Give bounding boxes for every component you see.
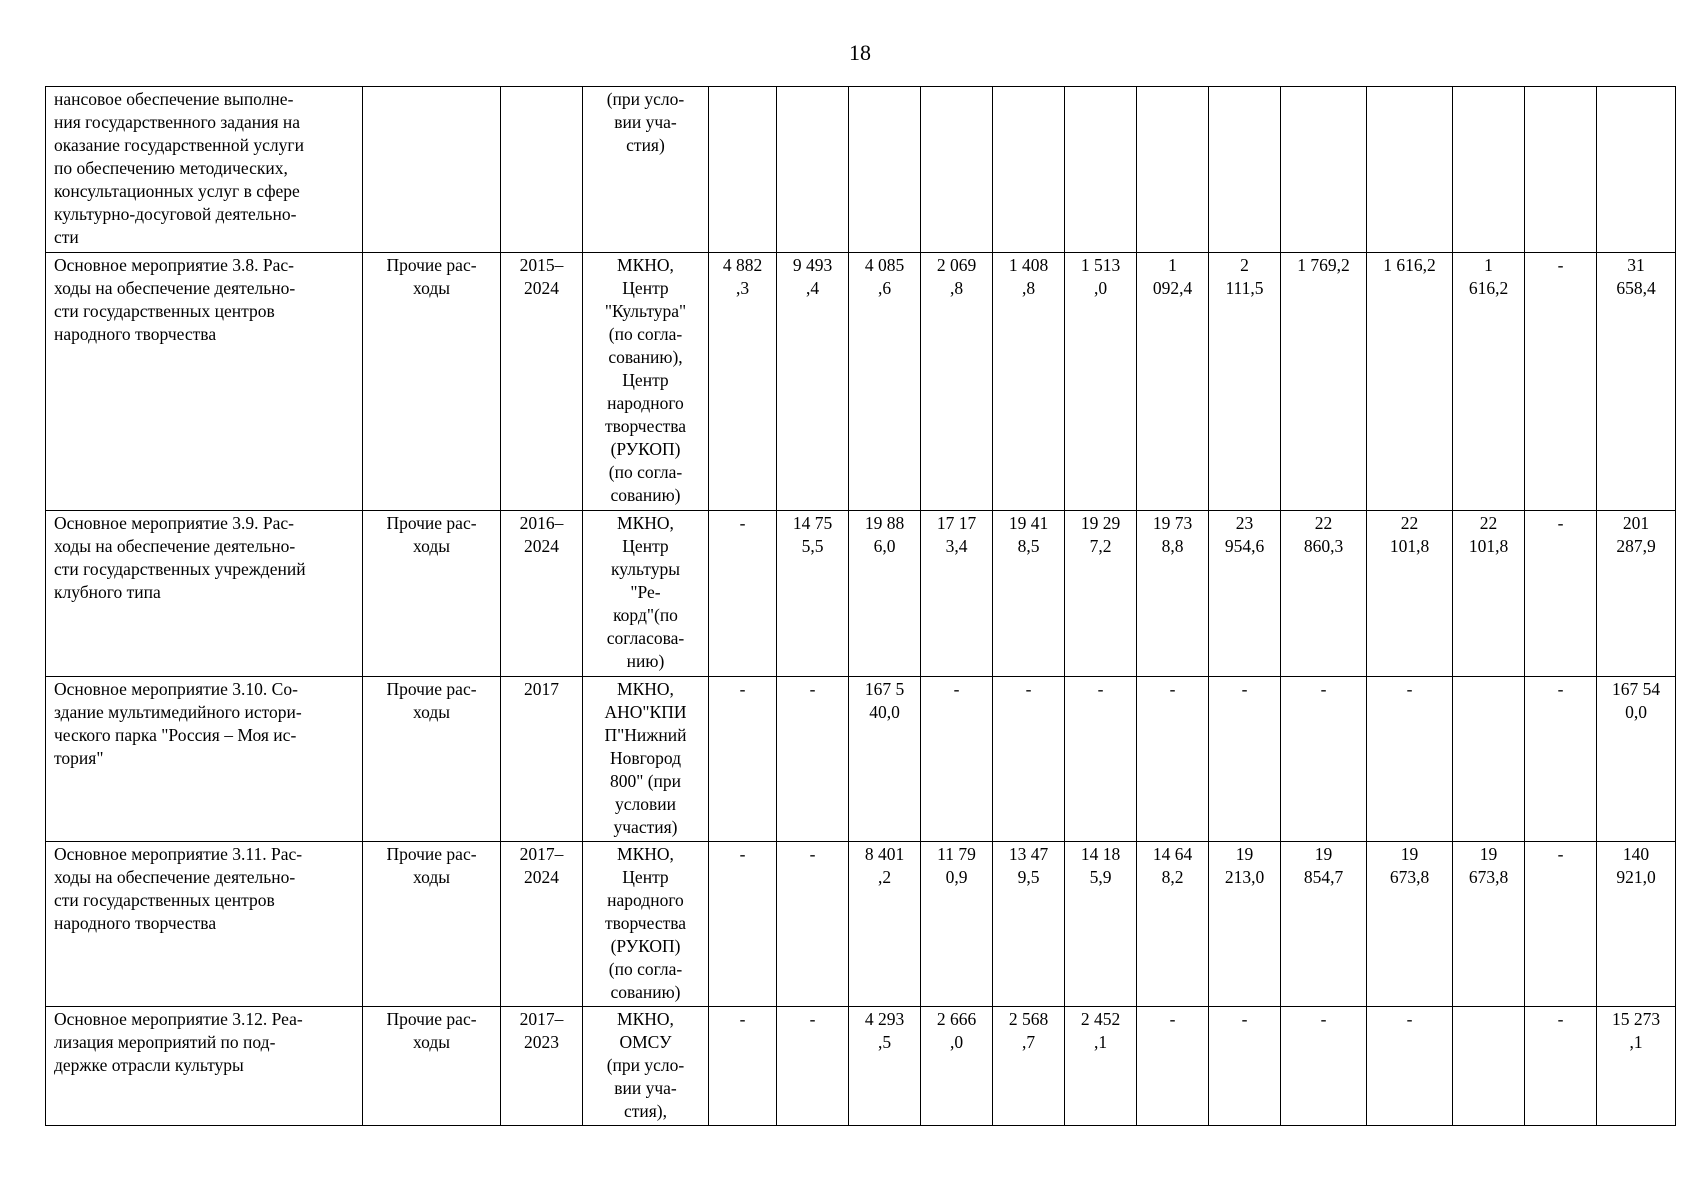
year-value-cell: 1 408 ,8 [993, 253, 1065, 511]
year-value-cell: - [1065, 677, 1137, 842]
year-value-cell: - [1525, 511, 1597, 677]
budget-table [45, 86, 1676, 1126]
year-value-cell: - [1367, 1007, 1453, 1126]
year-value-cell: - [777, 1007, 849, 1126]
year-value-cell: 19 213,0 [1209, 842, 1281, 1007]
period-cell: 2016– 2024 [501, 511, 583, 677]
activity-name-cell: Основное мероприятие 3.8. Рас- ходы на обеспечение деятельно- сти государственных центров народного творчества [46, 253, 363, 511]
year-value-cell: 2 452 ,1 [1065, 1007, 1137, 1126]
year-value-cell: - [777, 842, 849, 1007]
year-value-cell: 2 568 ,7 [993, 1007, 1065, 1126]
year-value-cell: - [993, 677, 1065, 842]
year-value-cell: - [1209, 677, 1281, 842]
year-value-cell: - [1281, 677, 1367, 842]
year-value-cell: 8 401 ,2 [849, 842, 921, 1007]
year-value-cell: - [709, 511, 777, 677]
activity-name-cell: нансовое обеспечение выполне- ния государственного задания на оказание государственной услуги по обеспечению методических, консультационных услуг в сфере культурно-досуговой деятельно- сти [46, 87, 363, 253]
year-value-cell [777, 87, 849, 253]
expense-type-cell: Прочие рас- ходы [363, 677, 501, 842]
year-value-cell: - [1525, 842, 1597, 1007]
table-row [46, 253, 1676, 511]
year-value-cell: 11 79 0,9 [921, 842, 993, 1007]
year-value-cell [1453, 87, 1525, 253]
year-value-cell: 1 616,2 [1367, 253, 1453, 511]
year-value-cell: - [777, 677, 849, 842]
expense-type-cell: Прочие рас- ходы [363, 253, 501, 511]
year-value-cell: - [709, 1007, 777, 1126]
activity-name-cell: Основное мероприятие 3.11. Рас- ходы на обеспечение деятельно- сти государственных центров народного творчества [46, 842, 363, 1007]
year-value-cell: - [709, 677, 777, 842]
year-value-cell [1525, 87, 1597, 253]
year-value-cell: 19 29 7,2 [1065, 511, 1137, 677]
year-value-cell: - [1525, 677, 1597, 842]
total-cell: 201 287,9 [1597, 511, 1676, 677]
year-value-cell [1209, 87, 1281, 253]
year-value-cell: 1 769,2 [1281, 253, 1367, 511]
table-row [46, 511, 1676, 677]
year-value-cell [1453, 1007, 1525, 1126]
year-value-cell: 19 41 8,5 [993, 511, 1065, 677]
executor-cell: (при усло- вии уча- стия) [583, 87, 709, 253]
year-value-cell: - [709, 842, 777, 1007]
year-value-cell: 4 293 ,5 [849, 1007, 921, 1126]
expense-type-cell: Прочие рас- ходы [363, 511, 501, 677]
executor-cell: МКНО, Центр "Культура" (по согла- сованию), Центр народного творчества (РУКОП) (по согла- сованию) [583, 253, 709, 511]
expense-type-cell [363, 87, 501, 253]
year-value-cell: - [1525, 1007, 1597, 1126]
year-value-cell: 4 882 ,3 [709, 253, 777, 511]
year-value-cell: 2 666 ,0 [921, 1007, 993, 1126]
total-cell: 140 921,0 [1597, 842, 1676, 1007]
period-cell [501, 87, 583, 253]
year-value-cell [921, 87, 993, 253]
year-value-cell: - [1367, 677, 1453, 842]
year-value-cell: - [1209, 1007, 1281, 1126]
year-value-cell [1065, 87, 1137, 253]
period-cell: 2017 [501, 677, 583, 842]
year-value-cell: 9 493 ,4 [777, 253, 849, 511]
table-row [46, 842, 1676, 1007]
year-value-cell: 22 860,3 [1281, 511, 1367, 677]
year-value-cell: 14 64 8,2 [1137, 842, 1209, 1007]
activity-name-cell: Основное мероприятие 3.12. Реа- лизация мероприятий по под- держке отрасли культуры [46, 1007, 363, 1126]
year-value-cell: 22 101,8 [1453, 511, 1525, 677]
executor-cell: МКНО, Центр культуры "Ре- корд"(по согласова- нию) [583, 511, 709, 677]
year-value-cell: 23 954,6 [1209, 511, 1281, 677]
table-row [46, 1007, 1676, 1126]
year-value-cell [709, 87, 777, 253]
table-row [46, 677, 1676, 842]
year-value-cell: 14 18 5,9 [1065, 842, 1137, 1007]
total-cell: 15 273 ,1 [1597, 1007, 1676, 1126]
year-value-cell [1281, 87, 1367, 253]
year-value-cell [849, 87, 921, 253]
year-value-cell: 1 616,2 [1453, 253, 1525, 511]
year-value-cell: 13 47 9,5 [993, 842, 1065, 1007]
period-cell: 2015– 2024 [501, 253, 583, 511]
year-value-cell: 19 673,8 [1367, 842, 1453, 1007]
expense-type-cell: Прочие рас- ходы [363, 1007, 501, 1126]
year-value-cell: 19 854,7 [1281, 842, 1367, 1007]
year-value-cell: 19 88 6,0 [849, 511, 921, 677]
year-value-cell: - [1281, 1007, 1367, 1126]
total-cell [1597, 87, 1676, 253]
activity-name-cell: Основное мероприятие 3.10. Со- здание мультимедийного истори- ческого парка "Россия – Моя ис- тория" [46, 677, 363, 842]
year-value-cell: 2 111,5 [1209, 253, 1281, 511]
year-value-cell: 19 673,8 [1453, 842, 1525, 1007]
page-number: 18 [849, 40, 871, 65]
executor-cell: МКНО, ОМСУ (при усло- вии уча- стия), [583, 1007, 709, 1126]
year-value-cell: 17 17 3,4 [921, 511, 993, 677]
period-cell: 2017– 2023 [501, 1007, 583, 1126]
executor-cell: МКНО, АНО"КПИ П"Нижний Новгород 800" (при условии участия) [583, 677, 709, 842]
activity-name-cell: Основное мероприятие 3.9. Рас- ходы на обеспечение деятельно- сти государственных учреждений клубного типа [46, 511, 363, 677]
year-value-cell: 4 085 ,6 [849, 253, 921, 511]
year-value-cell: 19 73 8,8 [1137, 511, 1209, 677]
year-value-cell [1453, 677, 1525, 842]
year-value-cell: - [921, 677, 993, 842]
year-value-cell: - [1137, 1007, 1209, 1126]
total-cell: 31 658,4 [1597, 253, 1676, 511]
year-value-cell: 2 069 ,8 [921, 253, 993, 511]
year-value-cell [1367, 87, 1453, 253]
year-value-cell: 14 75 5,5 [777, 511, 849, 677]
year-value-cell: - [1137, 677, 1209, 842]
year-value-cell [1137, 87, 1209, 253]
period-cell: 2017– 2024 [501, 842, 583, 1007]
year-value-cell: 1 092,4 [1137, 253, 1209, 511]
year-value-cell: 167 5 40,0 [849, 677, 921, 842]
executor-cell: МКНО, Центр народного творчества (РУКОП) (по согла- сованию) [583, 842, 709, 1007]
expense-type-cell: Прочие рас- ходы [363, 842, 501, 1007]
year-value-cell: 1 513 ,0 [1065, 253, 1137, 511]
table-row [46, 87, 1676, 253]
year-value-cell: - [1525, 253, 1597, 511]
year-value-cell [993, 87, 1065, 253]
year-value-cell: 22 101,8 [1367, 511, 1453, 677]
total-cell: 167 54 0,0 [1597, 677, 1676, 842]
